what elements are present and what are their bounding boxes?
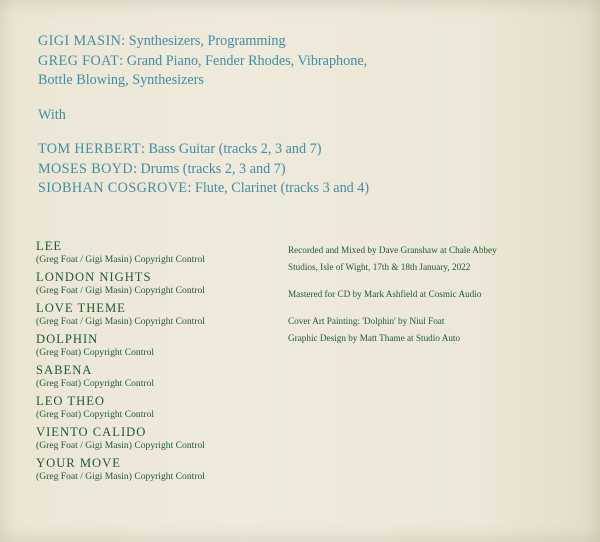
with-label: With <box>38 106 66 123</box>
track-writer-credit: (Greg Foat) Copyright Control <box>36 409 155 420</box>
track-writer-credit: (Greg Foat / Gigi Masin) Copyright Control <box>36 285 205 296</box>
track-writer-credit: (Greg Foat) Copyright Control <box>36 378 155 389</box>
track-title: LEE <box>36 239 63 253</box>
guest-name: TOM HERBERT <box>38 141 141 157</box>
recording-credit-cont: Studios, Isle of Wight, 17th & 18th January, 2022 <box>288 262 471 272</box>
track-item <box>36 300 205 328</box>
design-credit: Graphic Design by Matt Thame at Studio Auto <box>288 333 461 343</box>
track-title: VIENTO CALIDO <box>36 425 147 439</box>
guest-credit-line <box>38 179 369 199</box>
musician-role: Bottle Blowing, Synthesizers <box>38 72 204 88</box>
tracklist <box>36 238 205 486</box>
track-item <box>36 238 205 266</box>
track-writer-credit: (Greg Foat / Gigi Masin) Copyright Control <box>36 316 205 327</box>
track-title: YOUR MOVE <box>36 456 121 470</box>
track-writer-credit: (Greg Foat / Gigi Masin) Copyright Control <box>36 471 205 482</box>
track-title: SABENA <box>36 363 93 377</box>
musician-name: GREG FOAT <box>38 52 120 69</box>
track-title: LEO THEO <box>36 394 105 408</box>
guest-name: MOSES BOYD <box>38 160 134 177</box>
musician-role: : Synthesizers, Programming <box>121 33 286 49</box>
track-item <box>36 455 205 483</box>
musician-credits <box>38 32 369 199</box>
credit-line <box>38 32 369 52</box>
guest-name: SIOBHAN COSGROVE <box>38 180 188 196</box>
production-notes <box>288 242 497 347</box>
track-writer-credit: (Greg Foat) Copyright Control <box>36 347 155 358</box>
track-item <box>36 393 205 421</box>
guest-role: : Bass Guitar (tracks 2, 3 and 7) <box>141 141 322 157</box>
track-item <box>36 331 205 359</box>
track-writer-credit: (Greg Foat / Gigi Masin) Copyright Control <box>36 440 205 451</box>
guest-credit-line <box>38 160 369 180</box>
track-item <box>36 424 205 452</box>
track-title: LOVE THEME <box>36 301 126 315</box>
track-title: LONDON NIGHTS <box>36 270 152 284</box>
guest-role: : Drums (tracks 2, 3 and 7) <box>133 160 286 177</box>
musician-role: : Grand Piano, Fender Rhodes, Vibraphone, <box>119 52 368 69</box>
guest-role: : Flute, Clarinet (tracks 3 and 4) <box>187 180 370 196</box>
track-writer-credit: (Greg Foat / Gigi Masin) Copyright Control <box>36 254 205 265</box>
mastering-credit: Mastered for CD by Mark Ashfield at Cosmic Audio <box>288 289 482 299</box>
track-item <box>36 269 205 297</box>
credit-line <box>38 71 369 91</box>
recording-credit: Recorded and Mixed by Dave Granshaw at Chale Abbey <box>288 245 497 255</box>
track-title: DOLPHIN <box>36 332 99 346</box>
guest-credit-line <box>38 140 369 160</box>
credit-line <box>38 52 369 72</box>
cover-art-credit: Cover Art Painting: 'Dolphin' by Niul Foat <box>288 316 445 326</box>
musician-name: GIGI MASIN <box>38 33 122 49</box>
track-item <box>36 362 205 390</box>
